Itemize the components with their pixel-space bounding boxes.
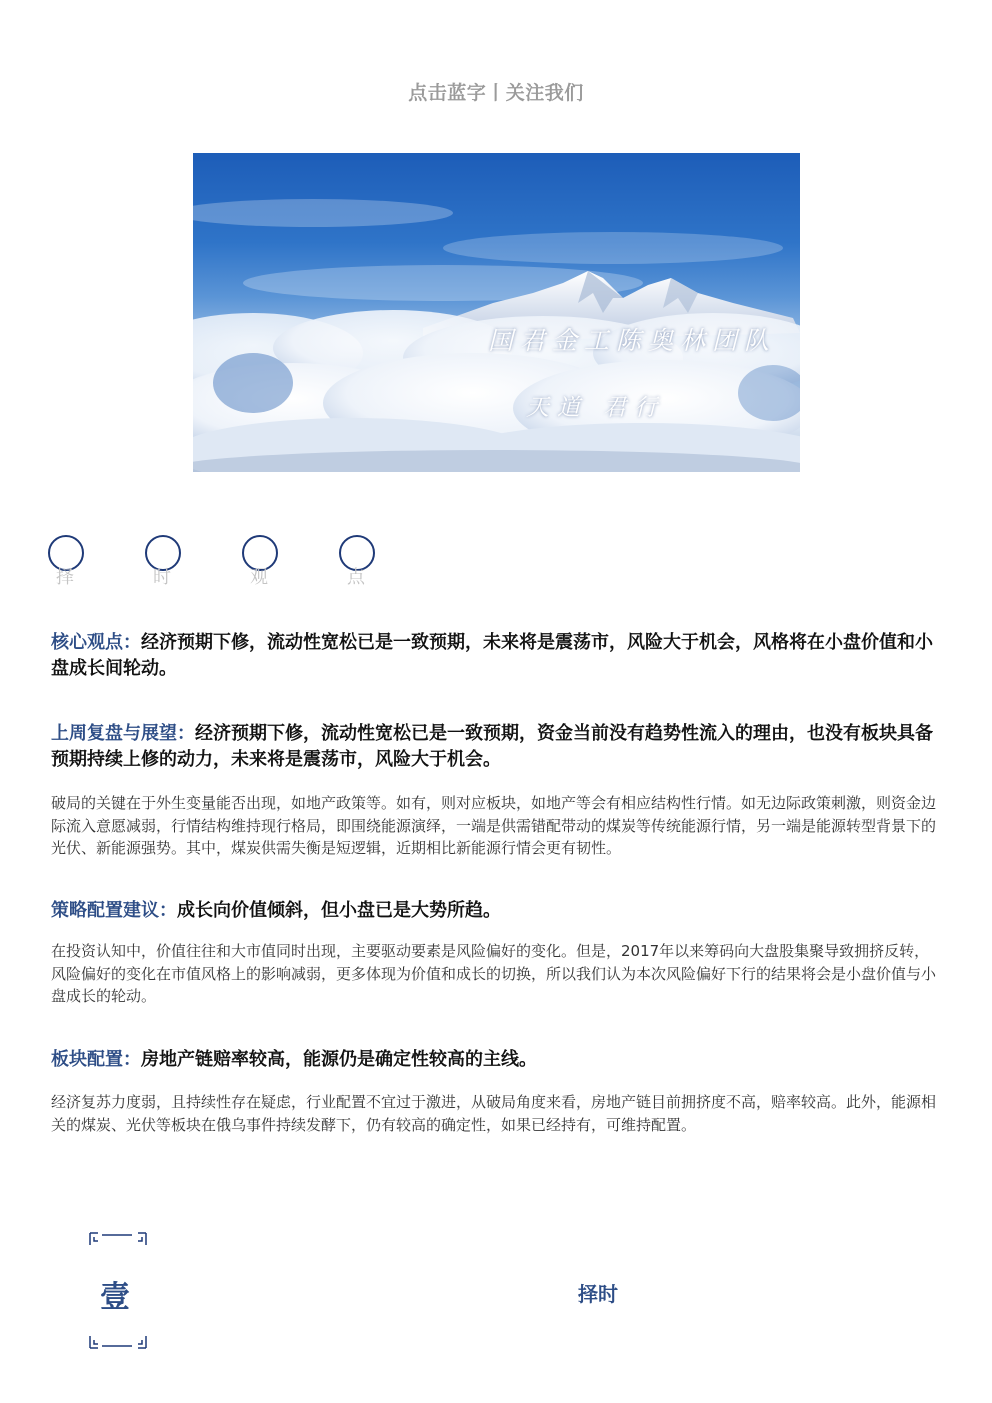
sector-text: 房地产链赔率较高，能源仍是确定性较高的主线。: [141, 1049, 537, 1070]
circle-tab-2[interactable]: [145, 535, 181, 588]
sector-key: 板块配置：: [51, 1049, 141, 1070]
core-view-section: [51, 630, 937, 682]
banner-team-name: 国君金工陈奥林团队: [488, 326, 777, 355]
circle-tab-label: 观: [250, 567, 268, 588]
review-key: 上周复盘与展望：: [51, 723, 195, 744]
sector-heading: [51, 1047, 937, 1073]
circle-tab-3[interactable]: [242, 535, 278, 588]
sector-section: [51, 1047, 937, 1136]
frame-ornament-top-icon: [88, 1229, 148, 1249]
strategy-heading: [51, 898, 937, 924]
circle-tab-label: 时: [153, 567, 171, 588]
review-section: [51, 721, 937, 860]
core-view-heading: [51, 630, 937, 682]
strategy-key: 策略配置建议：: [51, 900, 177, 921]
circle-tab-label: 点: [347, 567, 365, 588]
follow-us-link[interactable]: 点击蓝字丨关注我们: [408, 82, 584, 104]
section-number: 壹: [100, 1280, 130, 1315]
banner-image: [193, 153, 800, 472]
circle-tab-4[interactable]: [339, 535, 375, 588]
core-view-text: 经济预期下修，流动性宽松已是一致预期，未来将是震荡市，风险大于机会，风格将在小盘价值和小盘成长间轮动。: [51, 632, 933, 679]
sector-body: 经济复苏力度弱，且持续性存在疑虑，行业配置不宜过于激进，从破局角度来看，房地产链目前拥挤度不高，赔率较高。此外，能源相关的煤炭、光伏等板块在俄乌事件持续发酵下，仍有较高的确定性，如果已经持有，可维持配置。: [51, 1093, 937, 1134]
core-view-key: 核心观点：: [51, 632, 141, 653]
circle-tab-1[interactable]: [48, 535, 84, 588]
frame-ornament-bottom-icon: [88, 1332, 148, 1352]
section-title: 择时: [578, 1282, 618, 1306]
strategy-section: [51, 898, 937, 1008]
strategy-text: 成长向价值倾斜，但小盘已是大势所趋。: [177, 900, 501, 921]
strategy-body: 在投资认知中，价值往往和大市值同时出现，主要驱动要素是风险偏好的变化。但是，2017年以来筹码向大盘股集聚导致拥挤反转，风险偏好的变化在市值风格上的影响减弱，更多体现为价值和成长的切换，所以我们认为本次风险偏好下行的结果将会是小盘价值与小盘成长的轮动。: [51, 942, 937, 1005]
review-heading: [51, 721, 937, 773]
circle-tab-label: 择: [56, 567, 74, 588]
mountain-clouds-illustration: [193, 153, 800, 472]
banner-slogan: 天道 君行: [526, 395, 666, 421]
review-text: 经济预期下修，流动性宽松已是一致预期，资金当前没有趋势性流入的理由，也没有板块具备预期持续上修的动力，未来将是震荡市，风险大于机会。: [51, 723, 933, 770]
review-body: 破局的关键在于外生变量能否出现，如地产政策等。如有，则对应板块，如地产等会有相应结构性行情。如无边际政策刺激，则资金边际流入意愿减弱，行情结构维持现行格局，即围绕能源演绎，一端是供需错配带动的煤炭等传统能源行情，另一端是能源转型背景下的光伏、新能源强势。其中，煤炭供需失衡是短逻辑，近期相比新能源行情会更有韧性。: [51, 794, 937, 857]
